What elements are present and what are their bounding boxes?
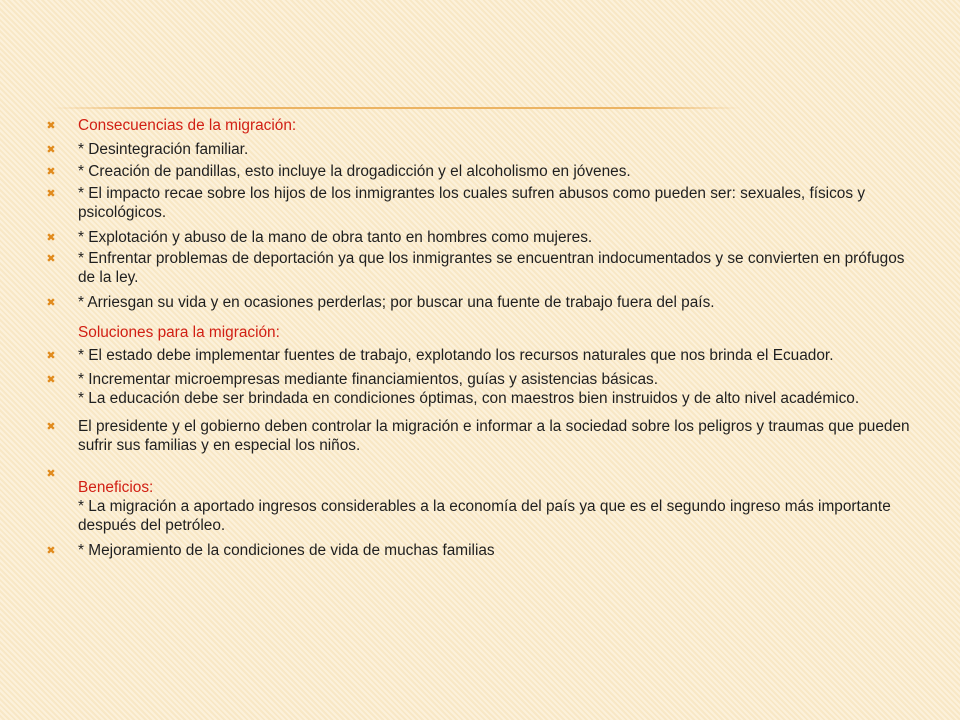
- bullet-list: [44, 116, 924, 560]
- x-mark-icon: ✖: [46, 232, 56, 244]
- list-item: ✖ * Creación de pandillas, esto incluye la drogadicción y el alcoholismo en jóvenes.: [44, 162, 924, 181]
- x-mark-icon: ✖: [46, 144, 56, 156]
- x-mark-icon: ✖: [46, 297, 56, 309]
- heading-consecuencias: ✖ Consecuencias de la migración:: [44, 116, 924, 135]
- list-item: ✖ * Desintegración familiar.: [44, 140, 924, 159]
- list-item-beneficios: ✖ Beneficios: * La migración a aportado ingresos considerables a la economía del país ya que es el segundo ingreso más importante después del petróleo.: [44, 464, 924, 535]
- x-mark-icon: ✖: [46, 545, 56, 557]
- x-mark-icon: ✖: [46, 421, 56, 433]
- title-divider: [52, 107, 742, 109]
- x-mark-icon: ✖: [46, 350, 56, 362]
- x-mark-icon: ✖: [46, 374, 56, 386]
- x-mark-icon: ✖: [46, 120, 56, 132]
- list-item: ✖ * Explotación y abuso de la mano de obra tanto en hombres como mujeres.: [44, 228, 924, 247]
- heading-beneficios: Beneficios:: [78, 479, 154, 496]
- x-mark-icon: ✖: [46, 253, 56, 265]
- heading-soluciones: Soluciones para la migración:: [78, 324, 280, 341]
- list-item: ✖ * Arriesgan su vida y en ocasiones perderlas; por buscar una fuente de trabajo fuera del país.: [44, 293, 924, 312]
- x-mark-icon: ✖: [46, 188, 56, 200]
- x-mark-icon: ✖: [46, 166, 56, 178]
- x-mark-icon: ✖: [46, 468, 56, 480]
- list-item: ✖ * El estado debe implementar fuentes de trabajo, explotando los recursos naturales que nos brinda el Ecuador.: [44, 346, 924, 365]
- list-item: ✖ * Incrementar microempresas mediante financiamientos, guías y asistencias básicas. * La educación debe ser brindada en condiciones óptimas, con maestros bien instruidos y de alto nivel académico.: [44, 370, 924, 408]
- list-item: ✖ * Mejoramiento de la condiciones de vida de muchas familias: [44, 541, 924, 560]
- list-item: ✖ * Enfrentar problemas de deportación ya que los inmigrantes se encuentran indocumentados y se convierten en prófugos de la ley.: [44, 249, 924, 287]
- list-item: ✖ * El impacto recae sobre los hijos de los inmigrantes los cuales sufren abusos como pueden ser: sexuales, físicos y psicológicos.: [44, 184, 924, 222]
- slide-body: [44, 116, 924, 560]
- list-item: ✖ El presidente y el gobierno deben controlar la migración e informar a la sociedad sobre los peligros y traumas que pueden sufrir sus familias y en especial los niños.: [44, 417, 924, 455]
